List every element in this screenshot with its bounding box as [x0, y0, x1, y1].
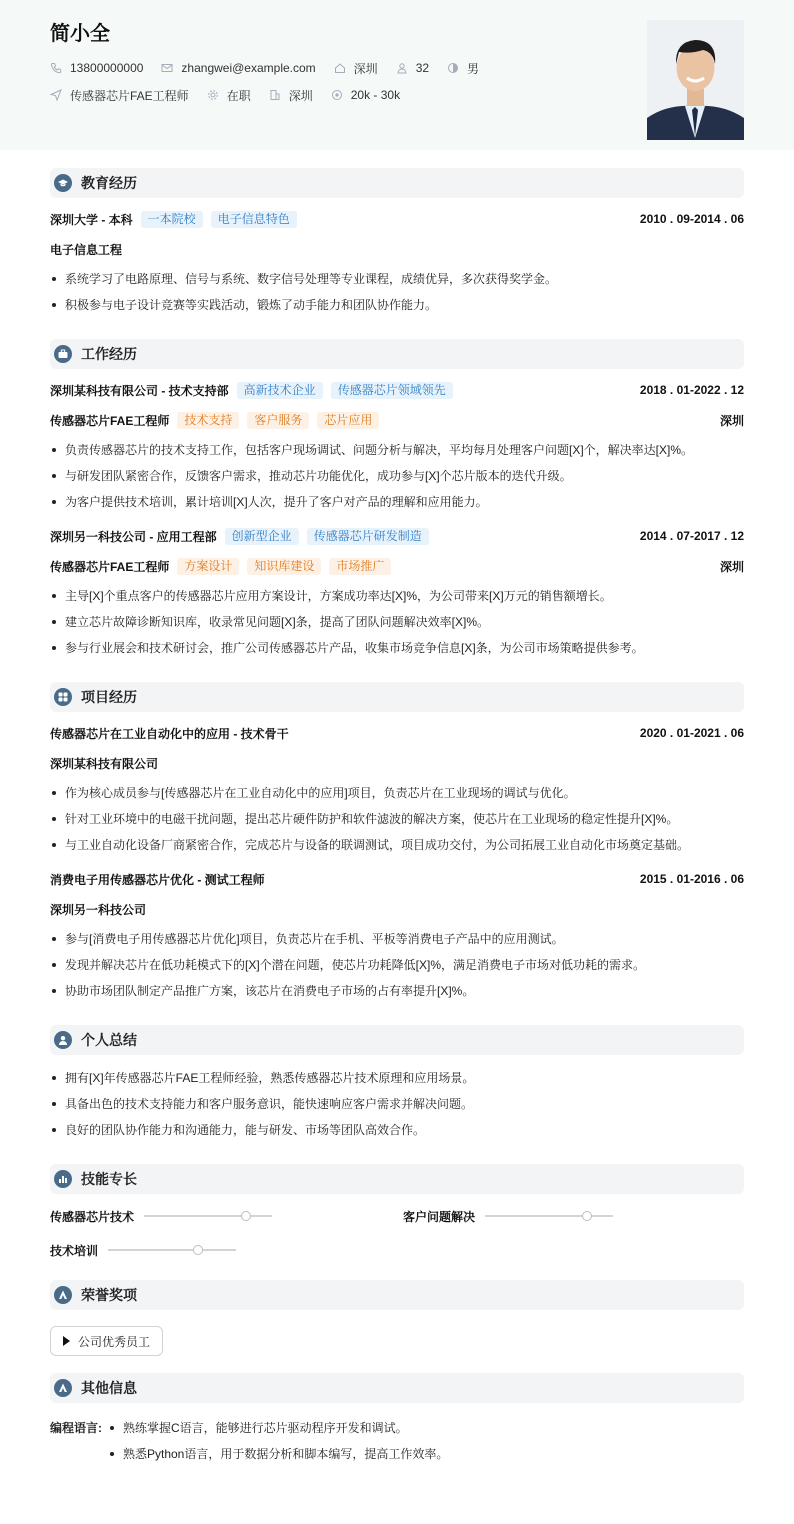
mail-icon: [161, 62, 173, 74]
honors-list: [50, 1326, 744, 1356]
honors-title: 荣誉奖项: [81, 1287, 137, 1303]
project-company: 深圳某科技有限公司: [50, 756, 159, 771]
work-date: 2018 . 01-2022 . 12: [639, 383, 744, 397]
skill-level-knob: [193, 1245, 203, 1255]
list-item: 参与行业展会和技术研讨会，推广公司传感器芯片产品，收集市场竞争信息[X]条，为公司市场策略提供参考。: [50, 635, 744, 661]
projects-section: [50, 682, 744, 1004]
other-label: 编程语言:: [50, 1421, 102, 1435]
education-date: 2010 . 09-2014 . 06: [639, 212, 744, 226]
target-city-text: 深圳: [288, 88, 313, 103]
summary-header: [50, 1025, 744, 1055]
project-date: 2015 . 01-2016 . 06: [639, 872, 744, 886]
summary-bullets: [50, 1065, 744, 1143]
work-company-row: [50, 526, 744, 546]
other-section: [50, 1373, 744, 1467]
other-bullets: [108, 1415, 448, 1467]
role-name: 传感器芯片FAE工程师: [50, 559, 170, 574]
company-name: 深圳另一科技公司 - 应用工程部: [50, 529, 217, 544]
target-city-item: [269, 87, 313, 104]
work-location: 深圳: [719, 559, 744, 574]
project-bullets: [50, 780, 744, 858]
award-icon: [54, 1379, 72, 1397]
list-item: 针对工业环境中的电磁干扰问题，提出芯片硬件防护和软件滤波的解决方案，使芯片在工业现场的稳定性提升[X]%。: [50, 806, 744, 832]
profile-photo: [647, 20, 744, 140]
education-section: [50, 168, 744, 318]
project-title-row: [50, 869, 744, 889]
work-location: 深圳: [719, 413, 744, 428]
other-row: [50, 1415, 744, 1467]
list-item: 协助市场团队制定产品推广方案，该芯片在消费电子市场的占有率提升[X]%。: [50, 978, 744, 1004]
salary-text: 20k - 30k: [350, 88, 401, 102]
send-icon: [50, 89, 62, 101]
work-bullets: [50, 437, 744, 515]
intention-row: [50, 87, 744, 103]
project-company-row: [50, 753, 744, 773]
coin-icon: [331, 89, 343, 101]
project-date: 2020 . 01-2021 . 06: [639, 726, 744, 740]
gender-item: [447, 60, 479, 77]
projects-title: 项目经历: [81, 689, 137, 705]
work-company-row: [50, 380, 744, 400]
skill-item: [403, 1206, 613, 1226]
person-icon: [396, 62, 408, 74]
work-header: [50, 339, 744, 369]
summary-section: [50, 1025, 744, 1143]
skills-row: [50, 1206, 744, 1226]
phone-item: [50, 61, 143, 75]
list-item: 建立芯片故障诊断知识库，收录常见问题[X]条，提高了团队问题解决效率[X]%。: [50, 609, 744, 635]
school-tag: 一本院校: [141, 211, 203, 228]
work-title: 工作经历: [81, 346, 137, 362]
company-tag: 创新型企业: [225, 528, 299, 545]
skills-section: [50, 1164, 744, 1260]
home-icon: [334, 62, 346, 74]
work-section: [50, 339, 744, 661]
role-tag: 技术支持: [177, 412, 239, 429]
honor-item-button[interactable]: [50, 1326, 163, 1356]
bar-chart-icon: [54, 1170, 72, 1188]
resume-header: [0, 0, 794, 150]
gender-text: 男: [467, 61, 480, 76]
project-bullets: [50, 926, 744, 1004]
project-company: 深圳另一科技公司: [50, 902, 147, 917]
work-role-row: [50, 410, 744, 430]
age-text: 32: [415, 61, 430, 75]
list-item: 熟悉Python语言，用于数据分析和脚本编写，提高工作效率。: [108, 1441, 448, 1467]
education-bullets: [50, 266, 744, 318]
project-title-row: [50, 723, 744, 743]
position-text: 传感器芯片FAE工程师: [70, 88, 189, 103]
role-tag: 市场推广: [329, 558, 391, 575]
role-name: 传感器芯片FAE工程师: [50, 413, 170, 428]
project-title: 传感器芯片在工业自动化中的应用 - 技术骨干: [50, 726, 289, 741]
skill-level-bar: [144, 1215, 272, 1217]
user-icon: [54, 1031, 72, 1049]
email-text: zhangwei@example.com: [181, 61, 316, 75]
skills-title: 技能专长: [81, 1171, 137, 1187]
company-name: 深圳某科技有限公司 - 技术支持部: [50, 383, 229, 398]
company-tag: 传感器芯片领域领先: [331, 382, 453, 399]
list-item: 与工业自动化设备厂商紧密合作，完成芯片与设备的联调测试，项目成功交付，为公司拓展工业自动化市场奠定基础。: [50, 832, 744, 858]
gender-icon: [447, 62, 459, 74]
gear-icon: [207, 89, 219, 101]
skill-level-bar: [485, 1215, 613, 1217]
contact-row: [50, 60, 744, 76]
role-tag: 知识库建设: [247, 558, 321, 575]
list-item: 熟练掌握C语言，能够进行芯片驱动程序开发和调试。: [108, 1415, 448, 1441]
honor-label: 公司优秀员工: [78, 1334, 151, 1349]
skill-name: 传感器芯片技术: [50, 1209, 135, 1224]
role-tag: 方案设计: [177, 558, 239, 575]
status-text: 在职: [226, 88, 251, 103]
list-item: 参与[消费电子用传感器芯片优化]项目，负责芯片在手机、平板等消费电子产品中的应用测试。: [50, 926, 744, 952]
building-icon: [269, 89, 281, 101]
list-item: 良好的团队协作能力和沟通能力，能与研发、市场等团队高效合作。: [50, 1117, 744, 1143]
school-tag: 电子信息特色: [211, 211, 297, 228]
projects-header: [50, 682, 744, 712]
role-tag: 客户服务: [247, 412, 309, 429]
list-item: 系统学习了电路原理、信号与系统、数字信号处理等专业课程，成绩优异，多次获得奖学金。: [50, 266, 744, 292]
city-item: [334, 60, 378, 77]
project-company-row: [50, 899, 744, 919]
skill-item: [50, 1240, 744, 1260]
skill-level-bar: [108, 1249, 236, 1251]
age-item: [396, 61, 429, 75]
briefcase-icon: [54, 345, 72, 363]
email-item: [161, 61, 315, 75]
skill-item: [50, 1206, 403, 1226]
work-bullets: [50, 583, 744, 661]
role-tag: 芯片应用: [317, 412, 379, 429]
list-item: 为客户提供技术培训，累计培训[X]人次，提升了客户对产品的理解和应用能力。: [50, 489, 744, 515]
candidate-name: 简小全: [50, 23, 110, 45]
list-item: 负责传感器芯片的技术支持工作，包括客户现场调试、问题分析与解决，平均每月处理客户问题[X]个，解决率达[X]%。: [50, 437, 744, 463]
list-item: 拥有[X]年传感器芯片FAE工程师经验，熟悉传感器芯片技术原理和应用场景。: [50, 1065, 744, 1091]
company-tag: 高新技术企业: [237, 382, 323, 399]
status-item: [207, 87, 251, 104]
other-header: [50, 1373, 744, 1403]
education-header: [50, 168, 744, 198]
list-item: 积极参与电子设计竞赛等实践活动，锻炼了动手能力和团队协作能力。: [50, 292, 744, 318]
school-name: 深圳大学 - 本科: [50, 212, 133, 227]
project-title: 消费电子用传感器芯片优化 - 测试工程师: [50, 872, 265, 887]
phone-text: 13800000000: [70, 61, 144, 75]
honors-section: [50, 1280, 744, 1356]
award-icon: [54, 1286, 72, 1304]
honors-header: [50, 1280, 744, 1310]
skill-level-knob: [582, 1211, 592, 1221]
salary-item: [331, 88, 400, 102]
city-text: 深圳: [353, 61, 378, 76]
summary-title: 个人总结: [81, 1032, 137, 1048]
graduation-cap-icon: [54, 174, 72, 192]
major-name: 电子信息工程: [50, 242, 123, 257]
major-row: [50, 239, 744, 259]
skill-name: 技术培训: [50, 1243, 99, 1258]
skill-level-knob: [241, 1211, 251, 1221]
list-item: 具备出色的技术支持能力和客户服务意识，能快速响应客户需求并解决问题。: [50, 1091, 744, 1117]
skills-header: [50, 1164, 744, 1194]
company-tag: 传感器芯片研发制造: [307, 528, 429, 545]
list-item: 发现并解决芯片在低功耗模式下的[X]个潜在问题，使芯片功耗降低[X]%，满足消费电子市场对低功耗的需求。: [50, 952, 744, 978]
list-item: 主导[X]个重点客户的传感器芯片应用方案设计，方案成功率达[X]%，为公司带来[X]万元的销售额增长。: [50, 583, 744, 609]
education-title: 教育经历: [81, 175, 137, 191]
phone-icon: [50, 62, 62, 74]
skill-name: 客户问题解决: [403, 1209, 476, 1224]
education-school-row: [50, 209, 744, 229]
other-title: 其他信息: [81, 1380, 137, 1396]
grid-icon: [54, 688, 72, 706]
list-item: 与研发团队紧密合作，反馈客户需求，推动芯片功能优化，成功参与[X]个芯片版本的迭代升级。: [50, 463, 744, 489]
position-item: [50, 87, 189, 104]
work-date: 2014 . 07-2017 . 12: [639, 529, 744, 543]
play-triangle-icon: [63, 1336, 70, 1346]
work-role-row: [50, 556, 744, 576]
list-item: 作为核心成员参与[传感器芯片在工业自动化中的应用]项目，负责芯片在工业现场的调试与优化。: [50, 780, 744, 806]
